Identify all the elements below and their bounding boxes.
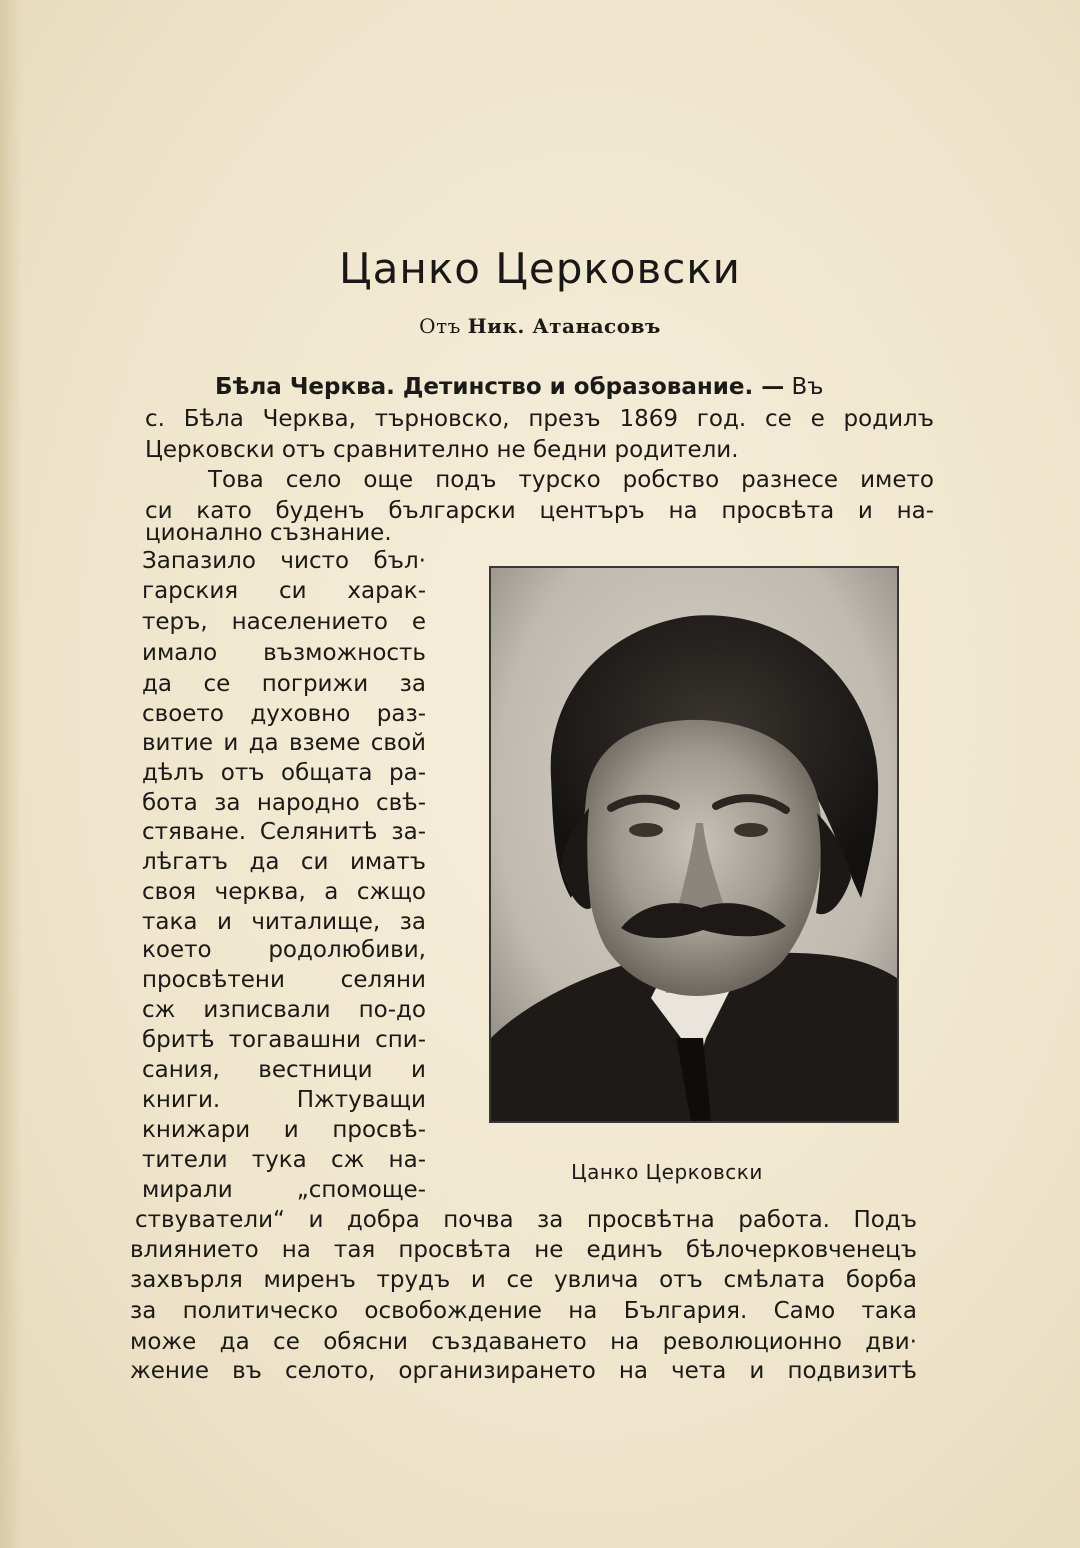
- column-line: теръ, населението е: [142, 609, 426, 635]
- column-line: което родолюбиви,: [142, 937, 426, 963]
- column-line: Запазило чисто бъл·: [142, 548, 426, 574]
- text-line: с. Бѣла Черква, търновско, презъ 1869 год. се е родилъ: [145, 406, 934, 432]
- column-line: своя черква, а сжщо: [142, 879, 426, 905]
- text-line: Церковски отъ сравнително не бедни родители.: [145, 437, 739, 463]
- portrait-image: [491, 568, 897, 1121]
- text-line: Въ: [791, 374, 824, 400]
- column-line: лѣгатъ да си иматъ: [142, 849, 426, 875]
- column-line: имало възможность: [142, 640, 426, 666]
- column-line: стяване. Селянитѣ за-: [142, 819, 426, 845]
- section-heading: Бѣла Черква. Детинство и образование. —: [215, 374, 785, 400]
- text-line: си като буденъ български центъръ на просвѣта и на-: [145, 498, 934, 524]
- text-line: захвърля миренъ трудъ и се увлича отъ смѣлата борба: [130, 1267, 917, 1293]
- text-line: ствуватели“ и добра почва за просвѣтна работа. Подъ: [135, 1207, 917, 1233]
- column-line: бота за народно свѣ-: [142, 790, 426, 816]
- section-heading-line: [215, 372, 824, 402]
- text-line: влиянието на тая просвѣта не единъ бѣлочерковченецъ: [130, 1237, 917, 1263]
- page-title: Цанко Церковски: [339, 244, 741, 293]
- column-line: витие и да вземе свой: [142, 730, 426, 756]
- column-line: гарския си харак-: [142, 578, 426, 604]
- text-line: жение въ селото, организирането на чета и подвизитѣ: [130, 1358, 917, 1384]
- column-line: дѣлъ отъ общата ра-: [142, 760, 426, 786]
- text-line: Това село още подъ турско робство разнесе името: [208, 467, 934, 493]
- column-line: книги. Пжтуващи: [142, 1087, 426, 1113]
- column-line: тители тука сж на-: [142, 1147, 426, 1173]
- column-line: просвѣтени селяни: [142, 967, 426, 993]
- text-line: за политическо освобождение на България. Само така: [130, 1298, 917, 1324]
- column-line: сж изписвали по-до: [142, 997, 426, 1023]
- author-name: Ник. Атанасовъ: [467, 314, 661, 338]
- photo-caption: Цанко Церковски: [571, 1160, 763, 1184]
- column-line: книжари и просвѣ-: [142, 1117, 426, 1143]
- page-edge-shadow: [0, 0, 22, 1548]
- author-prefix: Отъ: [419, 314, 461, 338]
- text-line: може да се обясни създаването на революционно дви·: [130, 1329, 917, 1355]
- portrait-photo: [491, 568, 897, 1121]
- column-line: така и читалище, за: [142, 909, 426, 935]
- column-line: да се погрижи за: [142, 671, 426, 697]
- column-line: своето духовно раз-: [142, 701, 426, 727]
- column-line: сания, вестници и: [142, 1057, 426, 1083]
- author-line: [0, 314, 1080, 338]
- text-line: ционално съзнание.: [145, 520, 392, 546]
- column-line: бритѣ тогавашни спи-: [142, 1027, 426, 1053]
- column-line: мирали „спомоще-: [142, 1177, 426, 1203]
